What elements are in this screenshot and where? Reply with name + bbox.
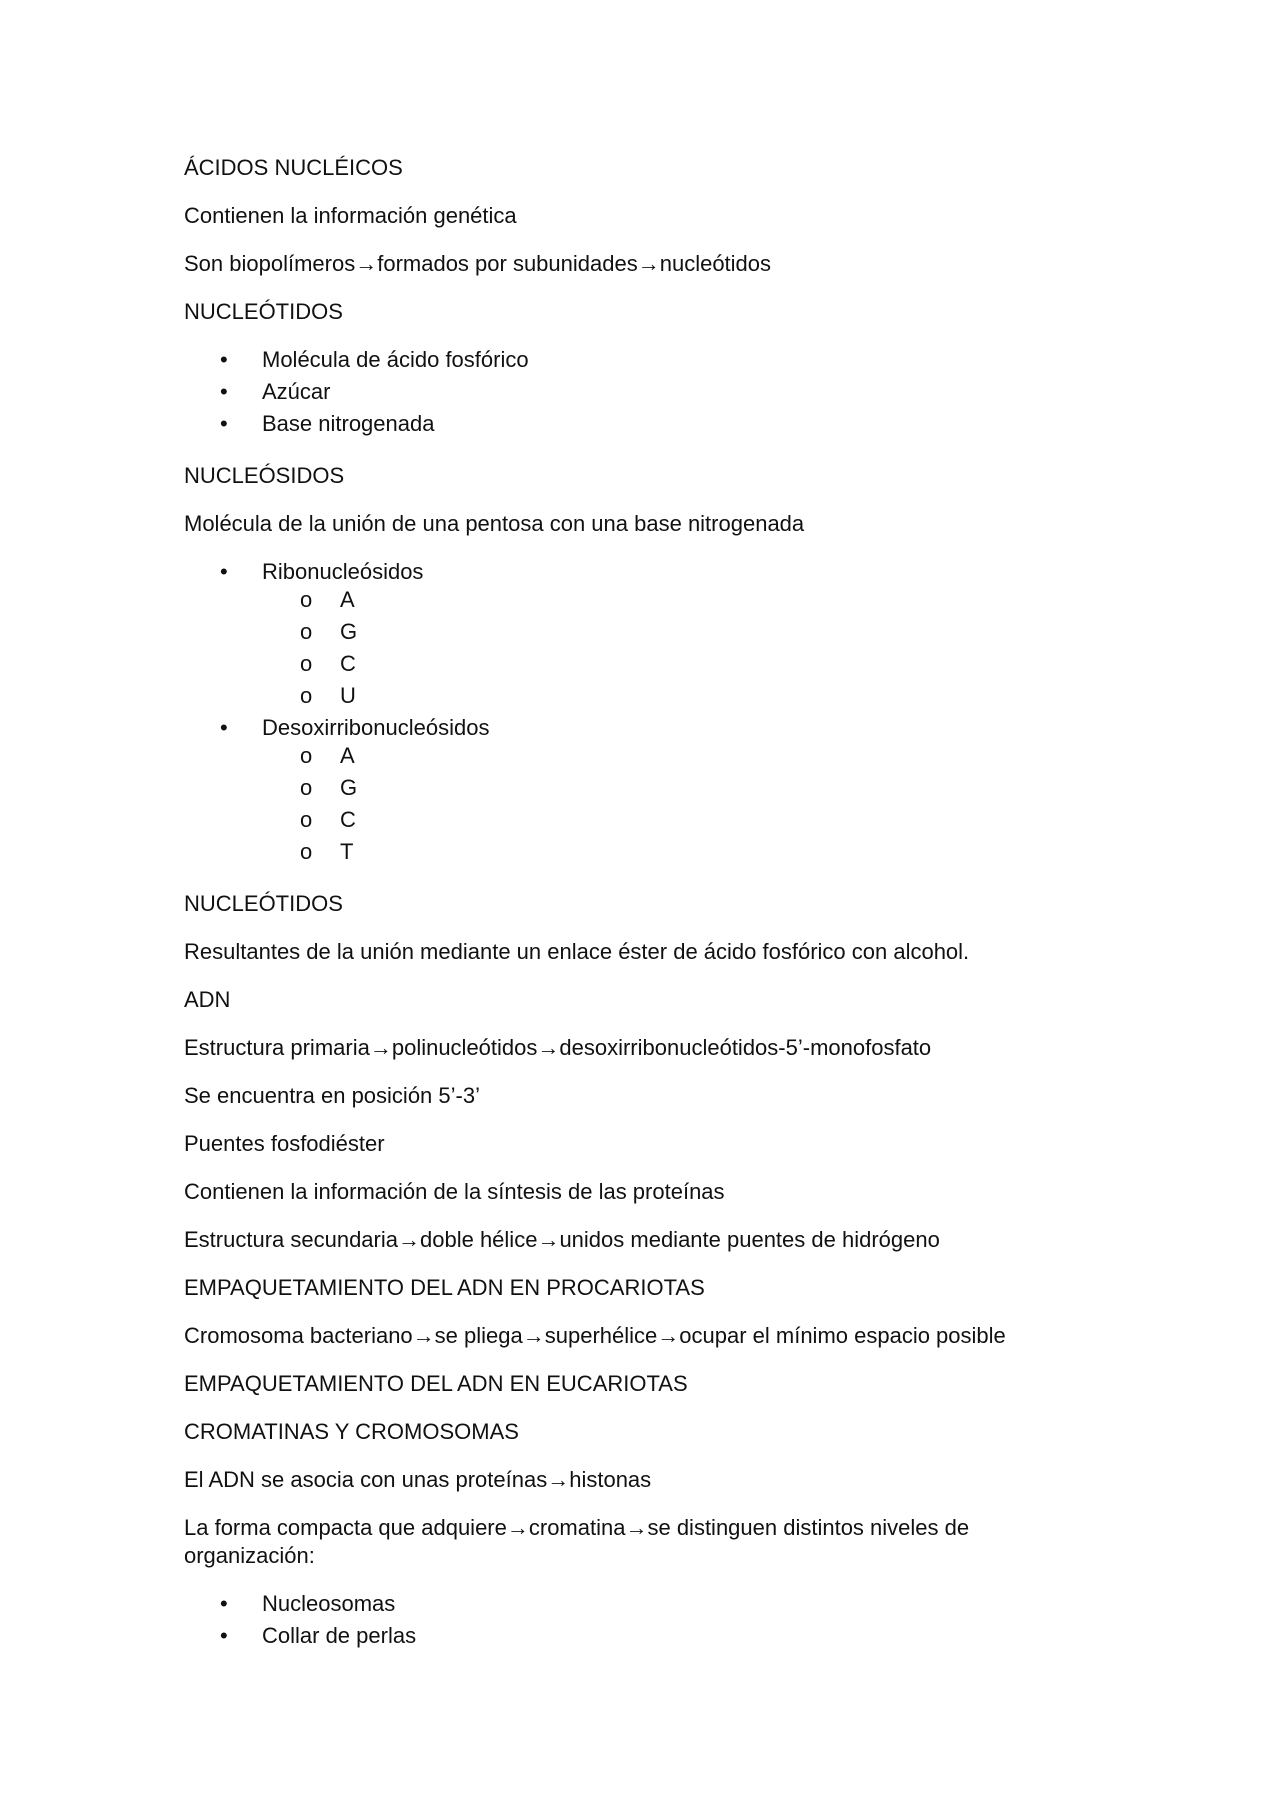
- text-run: La forma compacta que adquiere: [184, 1515, 507, 1540]
- list-item: [184, 714, 1104, 870]
- sub-bullet-icon: o: [300, 839, 313, 864]
- text-run: se pliega: [434, 1323, 523, 1348]
- sub-list-item: [184, 618, 1104, 650]
- bullet-icon: [220, 1590, 228, 1618]
- text-run: se distinguen distintos niveles de organización:: [184, 1515, 970, 1568]
- text-run: unidos mediante puentes de hidrógeno: [559, 1227, 940, 1252]
- paragraph: Contienen la información genética: [184, 203, 517, 228]
- paragraph: Se encuentra en posición 5’-3’: [184, 1083, 480, 1108]
- sub-list-item-text: C: [340, 651, 356, 676]
- paragraph: Puentes fosfodiéster: [184, 1131, 385, 1156]
- sub-bullet-icon: o: [300, 651, 313, 676]
- arrow-icon: →: [355, 251, 378, 276]
- sub-bullet-icon: o: [300, 587, 313, 612]
- sub-list-item: [184, 682, 1104, 714]
- paragraph: Molécula de la unión de una pentosa con una base nitrogenada: [184, 511, 805, 536]
- section-heading: ADN: [184, 987, 231, 1012]
- section-heading: CROMATINAS Y CROMOSOMAS: [184, 1419, 519, 1444]
- section-heading: EMPAQUETAMIENTO DEL ADN EN PROCARIOTAS: [184, 1275, 705, 1300]
- sub-list-item-text: U: [340, 683, 356, 708]
- sub-bullet-icon: o: [300, 619, 313, 644]
- list-item: [184, 378, 1104, 410]
- text-run: polinucleótidos: [391, 1035, 538, 1060]
- sub-list-item-text: C: [340, 807, 356, 832]
- list-item-text: Molécula de ácido fosfórico: [262, 347, 529, 372]
- sub-bullet-icon: o: [300, 683, 313, 708]
- arrow-icon: →: [506, 1515, 529, 1540]
- section-heading: NUCLEÓTIDOS: [184, 299, 343, 324]
- section-heading: NUCLEÓSIDOS: [184, 463, 345, 488]
- arrow-icon: →: [537, 1227, 560, 1252]
- paragraph: [184, 1226, 1104, 1254]
- arrow-icon: →: [522, 1323, 545, 1348]
- bullet-icon: [220, 558, 228, 586]
- text-run: Estructura secundaria: [184, 1227, 398, 1252]
- paragraph: [184, 250, 1104, 278]
- paragraph: [184, 1466, 1104, 1494]
- text-run: Cromosoma bacteriano: [184, 1323, 413, 1348]
- text-run: formados por subunidades: [377, 251, 638, 276]
- arrow-icon: →: [369, 1035, 392, 1060]
- arrow-icon: →: [398, 1227, 420, 1252]
- sub-list-item: [184, 838, 1104, 870]
- bullet-list: [184, 1590, 1104, 1654]
- arrow-icon: →: [412, 1323, 435, 1348]
- paragraph: [184, 1514, 1104, 1570]
- text-run: ocupar el mínimo espacio posible: [679, 1323, 1006, 1348]
- bullet-icon: [220, 346, 228, 374]
- bullet-icon: [220, 1622, 228, 1650]
- text-run: Son biopolímeros: [184, 251, 356, 276]
- text-run: doble hélice: [420, 1227, 538, 1252]
- doc-title: ÁCIDOS NUCLÉICOS: [184, 155, 403, 180]
- bullet-icon: [220, 378, 228, 406]
- sub-list-item-text: A: [340, 587, 355, 612]
- list-item: [184, 1590, 1104, 1622]
- paragraph: [184, 1034, 1104, 1062]
- paragraph: [184, 1322, 1104, 1350]
- sub-bullet-icon: o: [300, 775, 313, 800]
- sub-list-item-text: G: [340, 775, 358, 800]
- sub-bullet-icon: o: [300, 807, 313, 832]
- text-run: cromatina: [528, 1515, 626, 1540]
- paragraph: Resultantes de la unión mediante un enlace éster de ácido fosfórico con alcohol.: [184, 939, 970, 964]
- sub-list-item: [184, 586, 1104, 618]
- text-run: El ADN se asocia con unas proteínas: [184, 1467, 548, 1492]
- sub-list-item-text: A: [340, 743, 355, 768]
- list-item-text: Desoxirribonucleósidos: [262, 715, 490, 740]
- sub-list-item-text: G: [340, 619, 358, 644]
- section-heading: NUCLEÓTIDOS: [184, 891, 343, 916]
- list-item: [184, 558, 1104, 714]
- sub-list: [262, 586, 1104, 714]
- list-item: [184, 346, 1104, 378]
- list-item: [184, 410, 1104, 442]
- arrow-icon: →: [537, 1035, 560, 1060]
- sub-list-item: [184, 650, 1104, 682]
- arrow-icon: →: [657, 1323, 680, 1348]
- sub-list-item: [184, 806, 1104, 838]
- sub-list-item-text: T: [340, 839, 354, 864]
- sub-list-item: [184, 742, 1104, 774]
- arrow-icon: →: [547, 1467, 570, 1492]
- sub-list: [262, 742, 1104, 870]
- arrow-icon: →: [637, 251, 660, 276]
- section-heading: EMPAQUETAMIENTO DEL ADN EN EUCARIOTAS: [184, 1371, 688, 1396]
- arrow-icon: →: [625, 1515, 648, 1540]
- list-item-text: Base nitrogenada: [262, 411, 435, 436]
- text-run: desoxirribonucleótidos-5’-monofosfato: [559, 1035, 932, 1060]
- sub-bullet-icon: o: [300, 743, 313, 768]
- bullet-icon: [220, 410, 228, 438]
- list-item-text: Ribonucleósidos: [262, 559, 424, 584]
- list-item-text: Azúcar: [262, 379, 331, 404]
- list-item: [184, 1622, 1104, 1654]
- sub-list-item: [184, 774, 1104, 806]
- document-body: [184, 154, 1104, 1674]
- text-run: superhélice: [544, 1323, 658, 1348]
- bullet-icon: [220, 714, 228, 742]
- list-item-text: Nucleosomas: [262, 1591, 396, 1616]
- bullet-list: [184, 346, 1104, 442]
- text-run: Estructura primaria: [184, 1035, 370, 1060]
- list-item-text: Collar de perlas: [262, 1623, 417, 1648]
- paragraph: Contienen la información de la síntesis de las proteínas: [184, 1179, 725, 1204]
- text-run: histonas: [569, 1467, 652, 1492]
- bullet-list: [184, 558, 1104, 870]
- text-run: nucleótidos: [659, 251, 772, 276]
